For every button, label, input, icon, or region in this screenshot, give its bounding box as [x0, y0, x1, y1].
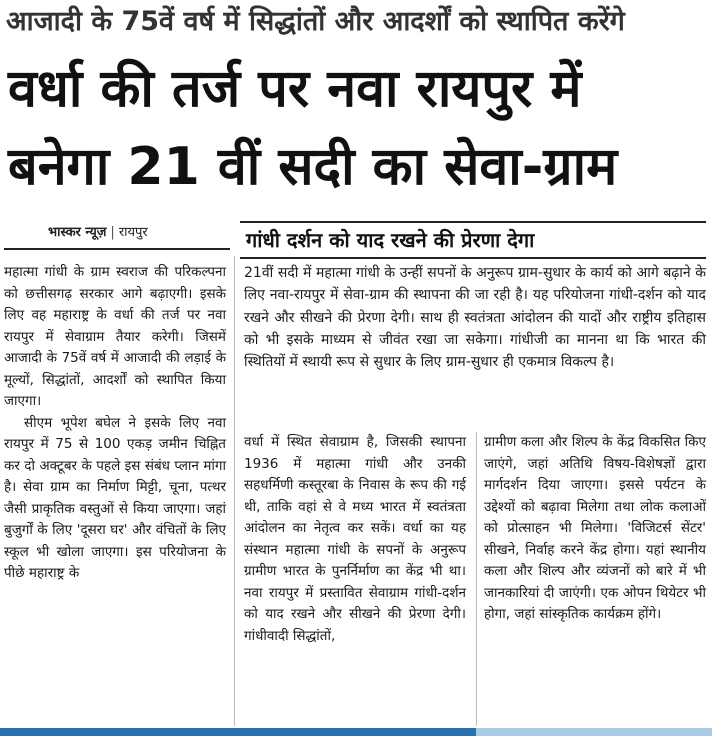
headline-line-2: बनेगा 21 वीं सदी का सेवा-ग्राम — [8, 137, 618, 197]
byline — [48, 222, 148, 240]
byline-separator: | — [110, 225, 115, 240]
article-column-3 — [484, 432, 706, 626]
article-column-1 — [4, 262, 226, 585]
column-2-text: वर्धा में स्थित सेवाग्राम है, जिसकी स्थापना 1936 में महात्मा गांधी और उनकी सहधर्मिणी कस्तूरबा के निवास के रूप की गई थी, ताकि वहां से वे मध्य भारत में स्वतंत्रता आंदोलन का नेतृत्व कर सकें। वर्धा का यह संस्थान महात्मा गांधी के सपनों के अनुरूप ग्रामीण भारत के पुनर्निर्माण का केंद्र भी था। नवा रायपुर में प्रस्तावित सेवाग्राम गांधी-दर्शन को याद रखने और सीखने की प्रेरणा देगी। गांधीवादी सिद्धांतों, — [244, 434, 466, 644]
byline-agency: भास्कर न्यूज़ — [48, 225, 107, 240]
byline-rule — [4, 248, 230, 250]
column-3-text: ग्रामीण कला और शिल्प के केंद्र विकसित किए जाएंगे, जहां अतिथि विषय-विशेषज्ञों द्वारा मार्गदर्शन दिया जाएगा। इससे पर्यटन के उद्देश्यों को बढ़ावा मिलेगा तथा लोक कलाओं को प्रोत्साहन भी मिलेगा। 'विजिटर्स सेंटर' सीखने, निर्वाह करने केंद्र होगा। यहां स्थानीय कला और शिल्प और व्यंजनों को बारे में भी जानकारियां दी जाएंगी। एक ओपन थियेटर भी होगा, जहां सांस्कृतिक कार्यक्रम होंगे। — [484, 434, 706, 622]
byline-city: रायपुर — [118, 225, 148, 240]
headline-line-1: वर्धा की तर्ज पर नवा रायपुर में — [8, 59, 582, 119]
kicker-headline: आजादी के 75वें वर्ष में सिद्धांतों और आदर्शों को स्थापित करेंगे — [6, 6, 625, 37]
bottom-color-strip-light — [476, 728, 712, 736]
article-column-2 — [244, 432, 466, 647]
lead-paragraph — [244, 262, 706, 373]
main-headline — [8, 50, 708, 206]
column-1-paragraph-1: महात्मा गांधी के ग्राम स्वराज की परिकल्पना को छत्तीसगढ़ सरकार आगे बढ़ाएगी। इसके लिए वह महाराष्ट्र के वर्धा की तर्ज पर नवा रायपुर में सेवाग्राम तैयार करेगी। जिसमें आजादी के 75वें वर्ष में आजादी की लड़ाई के मूल्यों, सिद्धांतों, आदर्शों को स्थापित किया जाएगा। — [4, 264, 226, 409]
subheadline: गांधी दर्शन को याद रखने की प्रेरणा देगा — [240, 221, 706, 259]
column-1-paragraph-2: सीएम भूपेश बघेल ने इसके लिए नवा रायपुर में 75 से 100 एकड़ जमीन चिह्नित कर दो अक्टूबर के पहले इस संबंध प्लान मांगा है। सेवा ग्राम का निर्माण मिट्टी, चूना, पत्थर जैसी प्राकृतिक वस्तुओं से किया जाएगा। जहां बुजुर्गों के लिए 'दूसरा घर' और वंचितों के लिए स्कूल भी खोला जाएगा। इस परियोजना के पीछे महाराष्ट्र के — [4, 414, 226, 581]
lead-text: 21वीं सदी में महात्मा गांधी के उन्हीं सपनों के अनुरूप ग्राम-सुधार के कार्य को आगे बढ़ाने के लिए नवा-रायपुर में सेवा-ग्राम की स्थापना की जा रही है। यह परियोजना गांधी-दर्शन को याद रखने और सीखने की प्रेरणा देगी। साथ ही स्वतंत्रता आंदोलन की यादों और राष्ट्रीय इतिहास को भी इसके माध्यम से जीवंत रखा जा सकेगा। गांधीजी का मानना था कि भारत की स्थितियों में स्थायी रूप से सुधार के लिए ग्राम-सुधार ही एकमात्र विकल्प है। — [244, 265, 706, 371]
column-divider-1 — [234, 256, 235, 726]
column-divider-2 — [476, 432, 477, 726]
